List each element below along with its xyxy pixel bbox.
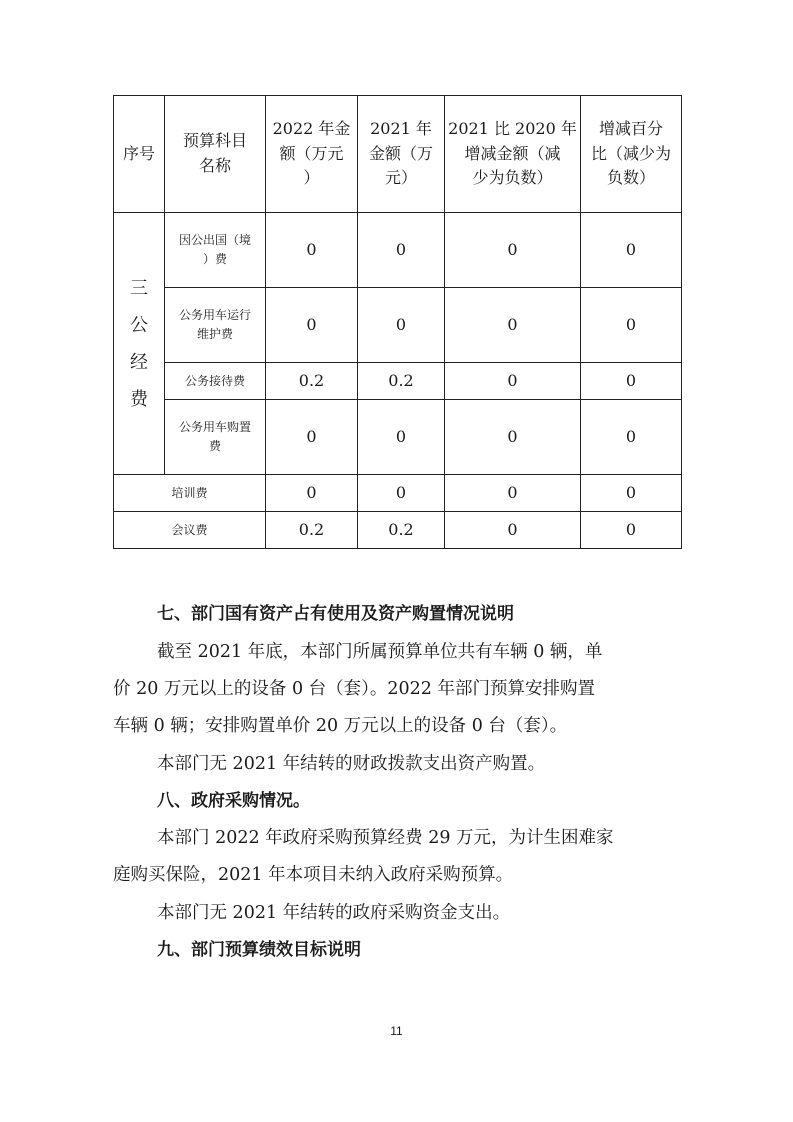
row-name: 公务用车购置 费 [165,400,266,475]
cell-diff: 0 [445,288,581,363]
section-heading-8: 八、政府采购情况。 [157,791,310,811]
cell-pct: 0 [581,512,682,549]
paragraph-line: 本部门无 2021 年结转的财政拨款支出资产购置。 [157,754,546,774]
cell-2021: 0.2 [358,363,445,400]
paragraph-line: 庭购买保险，2021 年本项目未纳入政府采购预算。 [113,865,514,885]
table-row [114,512,682,549]
row-name: 公务用车运行 维护费 [165,288,266,363]
cell-pct: 0 [581,475,682,512]
header-name: 预算科目 名称 [165,96,266,213]
header-2022: 2022 年金 额（万元 ） [266,96,358,213]
paragraph-line: 截至 2021 年底，本部门所属预算单位共有车辆 0 辆，单 [157,642,603,662]
row-name: 公务接待费 [165,363,266,400]
cell-2022: 0 [266,475,358,512]
budget-table [113,95,682,549]
table-row [114,363,682,400]
cell-diff: 0 [445,475,581,512]
group-label-sangong: 三 公 经 费 [114,213,165,475]
cell-2021: 0.2 [358,512,445,549]
cell-2022: 0 [266,288,358,363]
paragraph-line: 价 20 万元以上的设备 0 台（套）。2022 年部门预算安排购置 [113,679,596,699]
cell-2021: 0 [358,400,445,475]
row-name: 培训费 [114,475,266,512]
cell-2021: 0 [358,288,445,363]
table-row [114,288,682,363]
cell-pct: 0 [581,288,682,363]
table-row [114,213,682,288]
cell-diff: 0 [445,400,581,475]
section-heading-7: 七、部门国有资产占有使用及资产购置情况说明 [157,604,514,624]
cell-pct: 0 [581,213,682,288]
cell-2021: 0 [358,475,445,512]
header-2021: 2021 年 金额（万 元） [358,96,445,213]
paragraph-line: 本部门 2022 年政府采购预算经费 29 万元，为计生困难家 [157,828,614,848]
header-diff: 2021 比 2020 年 增减金额（减 少为负数） [445,96,581,213]
header-pct: 增减百分 比（减少为 负数） [581,96,682,213]
row-name: 会议费 [114,512,266,549]
cell-2021: 0 [358,213,445,288]
table-row [114,475,682,512]
cell-2022: 0.2 [266,512,358,549]
cell-diff: 0 [445,213,581,288]
cell-diff: 0 [445,363,581,400]
cell-pct: 0 [581,363,682,400]
table-header-row [114,96,682,213]
row-name: 因公出国（境 ）费 [165,213,266,288]
header-seq: 序号 [114,96,165,213]
cell-2022: 0 [266,400,358,475]
cell-diff: 0 [445,512,581,549]
page-number: 11 [390,1024,403,1038]
paragraph-line: 车辆 0 辆；安排购置单价 20 万元以上的设备 0 台（套）。 [113,716,568,736]
cell-2022: 0 [266,213,358,288]
table-row [114,400,682,475]
cell-2022: 0.2 [266,363,358,400]
cell-pct: 0 [581,400,682,475]
paragraph-line: 本部门无 2021 年结转的政府采购资金支出。 [157,903,511,923]
section-heading-9: 九、部门预算绩效目标说明 [157,940,361,960]
